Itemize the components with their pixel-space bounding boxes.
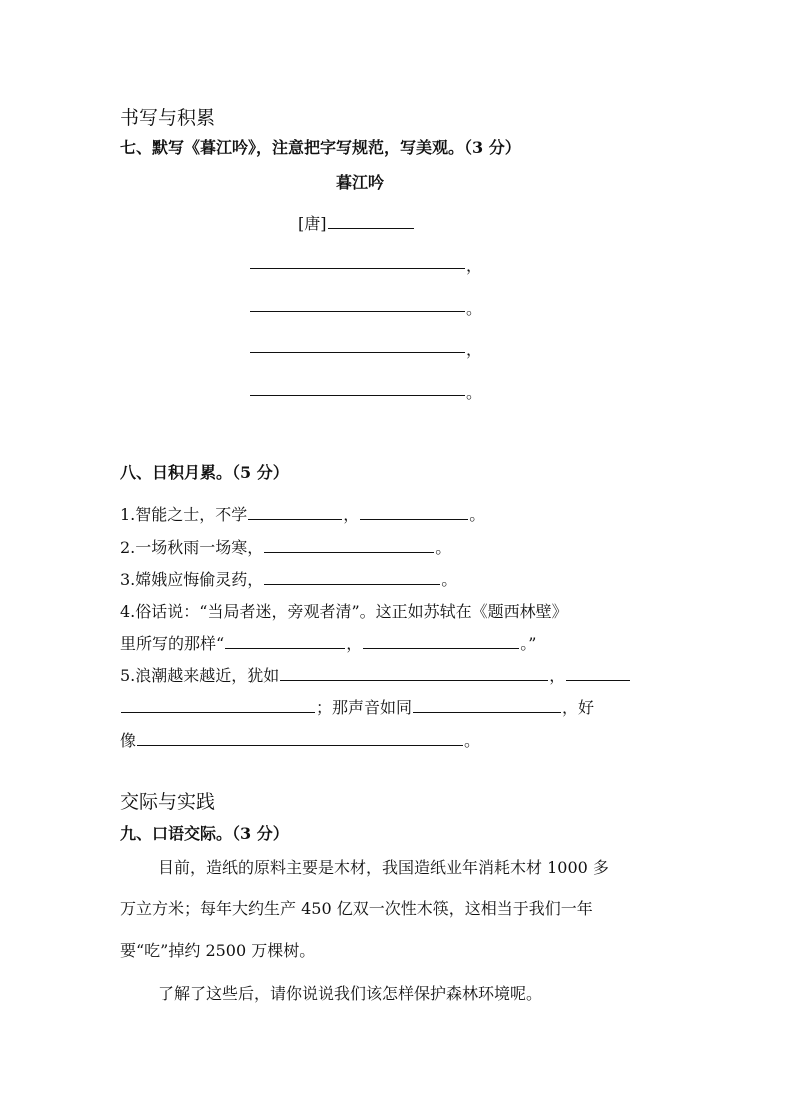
author-blank[interactable] — [328, 212, 414, 229]
q8-item-1-comma: ， — [343, 505, 360, 524]
q8-item-5-blank-b-end[interactable] — [121, 696, 315, 713]
q8-item-1 — [120, 502, 485, 525]
q8-item-5-blank-a[interactable] — [280, 664, 548, 681]
q8-item-4-close: 。” — [520, 634, 537, 653]
poem-title: 暮江吟 — [336, 173, 385, 192]
q8-item-5-text: 5.浪潮越来越近，犹如 — [120, 666, 280, 685]
poem-author-line — [298, 211, 415, 234]
q8-item-4-line-2 — [120, 631, 536, 654]
q8-item-4-text: 里所写的那样“ — [120, 634, 225, 653]
q8-item-4-blank-a[interactable] — [225, 632, 345, 649]
q8-item-5-period: 。 — [464, 731, 481, 750]
q9-paragraph-1-line-2: 万立方米；每年大约生产 450 亿双一次性木筷，这相当于我们一年 — [120, 899, 593, 918]
q7-heading: 七、默写《暮江吟》，注意把字写规范，写美观。（3 分） — [120, 138, 521, 157]
q8-item-5-blank-b-start[interactable] — [566, 664, 630, 681]
q8-item-5-blank-c[interactable] — [413, 696, 561, 713]
poem-line-3-punct: ， — [466, 340, 483, 359]
section-title-writing: 书写与积累 — [120, 107, 216, 129]
q8-item-4-blank-b[interactable] — [363, 632, 519, 649]
section-title-communication: 交际与实践 — [120, 791, 216, 813]
q8-item-2-period: 。 — [435, 538, 452, 557]
q8-item-5-comma: ， — [549, 666, 566, 685]
q8-item-1-period: 。 — [469, 505, 486, 524]
q8-item-2-text: 2.一场秋雨一场寒， — [120, 538, 264, 557]
q8-item-5-xiang: 像 — [120, 731, 137, 750]
q8-item-1-blank-a[interactable] — [248, 503, 342, 520]
q9-paragraph-1-line-3: 要“吃”掉约 2500 万棵树。 — [120, 941, 316, 960]
q8-item-4-line-1: 4.俗话说：“当局者迷，旁观者清”。这正如苏轼在《题西林壁》 — [120, 602, 568, 621]
q8-item-2-blank[interactable] — [264, 536, 434, 553]
q9-heading: 九、口语交际。（3 分） — [120, 824, 289, 843]
q8-item-5-like-text: ，好 — [562, 698, 595, 717]
poem-line-2-punct: 。 — [466, 299, 483, 318]
q8-item-5-sound-text: ；那声音如同 — [316, 698, 413, 717]
q8-item-3-text: 3.嫦娥应悔偷灵药， — [120, 570, 264, 589]
q8-item-1-text: 1.智能之士，不学 — [120, 505, 248, 524]
author-dynasty: [唐] — [298, 214, 327, 233]
q8-item-3 — [120, 567, 457, 590]
q8-item-5-blank-d[interactable] — [137, 729, 463, 746]
poem-line-1-blank[interactable] — [250, 268, 465, 269]
q8-item-4-comma: ， — [346, 634, 363, 653]
q8-item-5-line-3 — [120, 728, 480, 751]
q8-item-3-period: 。 — [441, 570, 458, 589]
q8-item-5-line-1 — [120, 663, 631, 686]
poem-line-1-punct: ， — [466, 256, 483, 275]
q8-item-1-blank-b[interactable] — [360, 503, 468, 520]
q9-paragraph-1-line-1: 目前，造纸的原料主要是木材，我国造纸业年消耗木材 1000 多 — [158, 858, 609, 877]
poem-line-2-blank[interactable] — [250, 311, 465, 312]
q9-paragraph-2: 了解了这些后，请你说说我们该怎样保护森林环境呢。 — [158, 984, 543, 1003]
q8-item-3-blank[interactable] — [264, 568, 440, 585]
q8-item-5-line-2 — [120, 695, 594, 718]
poem-line-4-blank[interactable] — [250, 395, 465, 396]
q8-item-2 — [120, 535, 451, 558]
poem-line-4-punct: 。 — [466, 383, 483, 402]
q8-heading: 八、日积月累。（5 分） — [120, 463, 289, 482]
poem-line-3-blank[interactable] — [250, 352, 465, 353]
